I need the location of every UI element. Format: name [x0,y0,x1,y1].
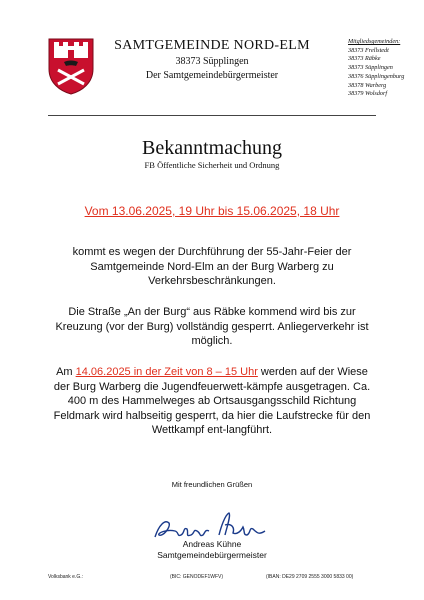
notice-subtitle: FB Öffentliche Sicherheit und Ordnung [144,160,280,170]
member-item: 38376 Süpplingenburg [348,72,405,80]
signatory [0,539,424,561]
org-office: Der Samtgemeindebürgermeister [145,70,279,81]
para3-date-highlight: 14.06.2025 in der Zeit von 8 – 15 Uhr [75,366,258,378]
notice-title: Bekanntmachung [142,137,282,159]
org-address: 38373 Süpplingen [175,56,249,67]
para3-prefix: Am [56,366,76,378]
para3-text: werden auf der Wiese der Burg Warberg die Jugendfeuerwett-kämpfe ausgetragen. Ca. 400 m des Hammelweges ab Ortsausgangsschild Richtung Feldmark wird halbseitig gesperrt, da hier die Laufstrecke für den Wettkampf ent-langführt. [53,366,371,437]
member-municipalities [348,38,404,99]
signatory-name: Andreas Kühne [182,539,242,549]
paragraph-restrictions: kommt es wegen der Durchführung der 55-Jahr-Feier der Samtgemeinde Nord-Elm an der Burg Warberg zu Verkehrsbeschränkungen. [72,246,352,288]
coat-of-arms-icon [46,36,96,96]
org-name: SAMTGEMEINDE NORD-ELM [114,38,310,53]
footer-iban: (IBAN: DE29 2709 2555 3000 5833 00) [266,574,354,580]
closing-greeting: Mit freundlichen Grüßen [171,480,253,489]
paragraph-road-closure: Die Straße „An der Burg“ aus Räbke kommend wird bis zur Kreuzung (vor der Burg) vollständig gesperrt. Anliegerverkehr ist möglich. [55,306,369,348]
member-item: 38379 Wolsdorf [348,90,388,98]
member-item: 38373 Frellstedt [348,46,389,54]
notice-period: Vom 13.06.2025, 19 Uhr bis 15.06.2025, 18 Uhr [84,204,340,218]
paragraph-fire-brigade-competition [52,365,372,438]
footer-bank: Volksbank e.G.: [48,574,84,580]
footer-bic: (BIC: GENODEF1WFV) [170,574,224,580]
member-item: 38378 Warberg [348,81,387,89]
members-heading: Mitgliedsgemeinden: [348,38,401,45]
signatory-role: Samtgemeindebürgermeister [157,550,267,560]
member-item: 38373 Süpplingen [348,64,393,72]
header-divider [48,115,376,116]
member-item: 38373 Räbke [348,55,381,63]
